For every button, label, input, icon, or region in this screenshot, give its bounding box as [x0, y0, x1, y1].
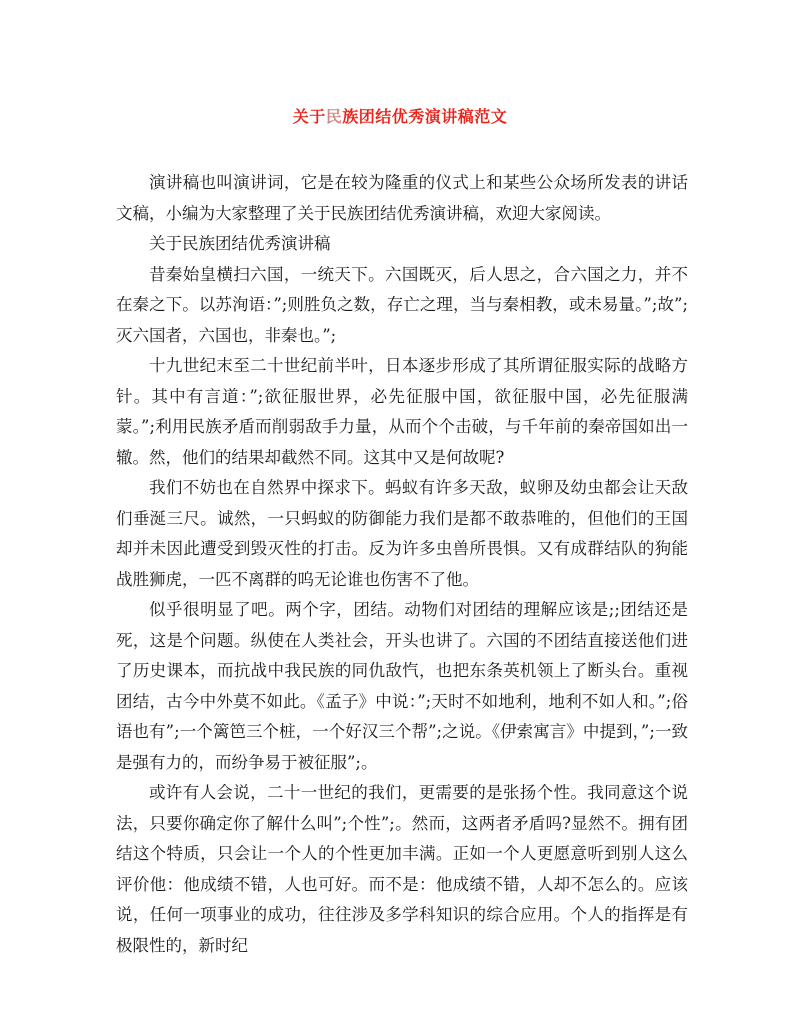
title-part-3: 族团结优秀演讲稿范文 — [342, 107, 508, 126]
paragraph-intro: 演讲稿也叫演讲词，它是在较为隆重的仪式上和某些公众场所发表的讲话文稿，小编为大家整理了关于民族团结优秀演讲稿，欢迎大家阅读。 — [116, 173, 688, 223]
title-part-2: 民 — [325, 107, 343, 126]
document-title — [0, 104, 800, 127]
paragraph: 昔秦始皇横扫六国，一统天下。六国既灭，后人思之，合六国之力，并不在秦之下。以苏洵语：”;则胜负之数，存亡之理，当与秦相教，或未易量。”;故”;灭六国者，六国也，非秦也。”; — [116, 264, 688, 345]
paragraph-subtitle: 关于民族团结优秀演讲稿 — [149, 234, 331, 253]
paragraph: 或许有人会说，二十一世纪的我们，更需要的是张扬个性。我同意这个说法，只要你确定你了解什么叫”;个性”;。然而，这两者矛盾吗?显然不。拥有团结这个特质，只会让一个人的个性更加丰满。正如一个人更愿意听到别人这么评价他：他成绩不错，人也可好。而不是：他成绩不错，人却不怎么的。应该说，任何一项事业的成功，往往涉及多学科知识的综合应用。个人的指挥是有极限性的，新时纪 — [116, 783, 688, 955]
paragraph: 似乎很明显了吧。两个字，团结。动物们对团结的理解应该是;;团结还是死，这是个问题。纵使在人类社会，开头也讲了。六国的不团结直接送他们进了历史课本，而抗战中我民族的同仇敌忾，也把东条英机领上了断头台。重视团结，古今中外莫不如此。《孟子》中说：”;天时不如地利，地利不如人和。”;俗语也有”;一个篱笆三个桩，一个好汉三个帮”;之说。《伊索寓言》中提到，”;一致是强有力的，而纷争易于被征服”;。 — [116, 600, 688, 772]
paragraph: 十九世纪末至二十世纪前半叶，日本逐步形成了其所谓征服实际的战略方针。其中有言道：”;欲征服世界，必先征服中国，欲征服中国，必先征服满蒙。”;利用民族矛盾而削弱敌手力量，从而个个击破，与千年前的秦帝国如出一辙。然，他们的结果却截然不同。这其中又是何故呢? — [116, 356, 688, 467]
paragraph: 我们不妨也在自然界中探求下。蚂蚁有许多天敌，蚁卵及幼虫都会让天敌们垂涎三尺。诚然，一只蚂蚁的防御能力我们是都不敢恭唯的，但他们的王国却并未因此遭受到毁灭性的打击。反为许多虫兽所畏惧。又有成群结队的狗能战胜狮虎，一匹不离群的呜无论谁也伤害不了他。 — [116, 478, 688, 589]
title-part-1: 关于 — [292, 107, 326, 126]
document-body — [116, 168, 688, 961]
